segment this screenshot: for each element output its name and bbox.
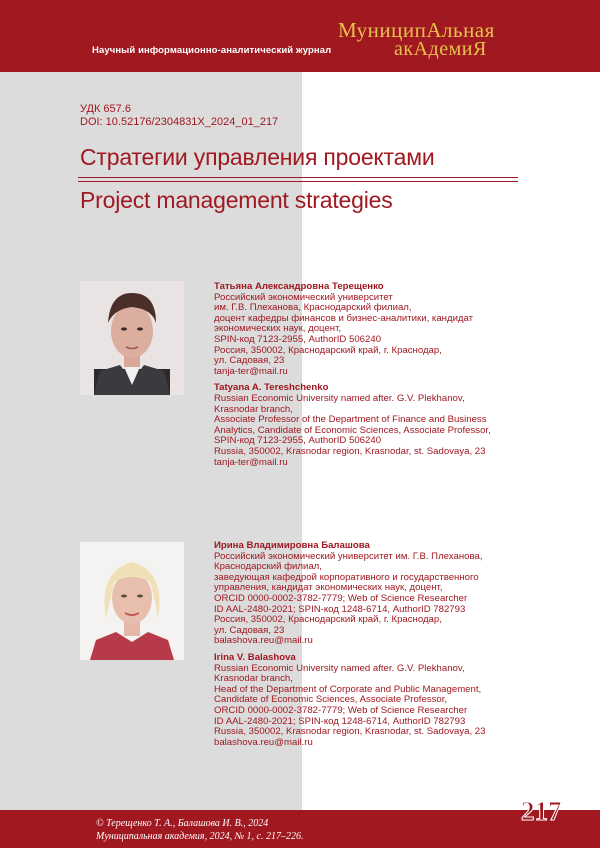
author-1-en-email[interactable]: tanja-ter@mail.ru [214,456,288,468]
udk-code: УДК 657.6 [80,103,131,115]
title-rule-1 [78,177,518,178]
author-1-email[interactable]: tanja-ter@mail.ru [214,365,288,377]
copyright: © Терещенко Т. А., Балашова И. В., 2024 [96,818,269,829]
author-1-en-line: Analytics, Candidate of Economic Sciences, Associate Professor, [214,424,491,436]
author-2-en-name: Irina V. Balashova [214,651,296,663]
author-1-ru-line: им. Г.В. Плеханова, Краснодарский филиал, [214,302,412,314]
author-2-email[interactable]: balashova.reu@mail.ru [214,635,313,647]
author-1-en-line: Russian Economic University named after. G.V. Plekhanov, [214,392,465,404]
author-1-en-line: Krasnodar branch, [214,403,293,415]
author-1-en-line: Russia, 350002, Krasnodar region, Krasnodar, st. Sadovaya, 23 [214,445,486,457]
author-2-ru-line: Россия, 350002, Краснодарский край, г. Краснодар, [214,614,442,626]
author-1-ru-name: Татьяна Александровна Терещенко [214,281,384,292]
journal-subtitle: Научный информационно-аналитический журнал [92,45,332,56]
author-2-en-line: Russia, 350002, Krasnodar region, Krasnodar, st. Sadovaya, 23 [214,726,486,738]
author-1-en-line: Associate Professor of the Department of Finance and Business [214,414,487,426]
header-bar [0,0,600,72]
author-2-en-email[interactable]: balashova.reu@mail.ru [214,736,313,748]
author-2-info [214,541,534,754]
author-2-en [214,653,534,748]
title-en: Project management strategies [80,187,393,213]
author-1-ru-line: экономических наук, доцент, [214,323,342,335]
author-1-photo [80,281,184,395]
title-ru: Стратегии управления проектами [80,144,435,170]
author-2-ru-line: ORCID 0000-0002-3782-7779; Web of Science Researcher [214,592,468,604]
author-2-en-line: Candidate of Economic Sciences, Associate Professor, [214,694,448,706]
author-2-ru-line: управления, кандидат экономических наук, доцент, [214,582,443,594]
author-2-en-line: Krasnodar branch, [214,673,293,685]
author-2-ru-line: заведующая кафедрой корпоративного и государственного [214,571,479,583]
author-1-en-line: SPIN-код 7123-2955, AuthorID 506240 [214,435,382,447]
author-1-ru-line: доцент кафедры финансов и бизнес-аналитики, кандидат [214,312,474,324]
author-2-ru-line: Краснодарский филиал, [214,561,322,573]
author-1-ru-line: Российский экономический университет [214,291,393,303]
author-1-ru-line: Россия, 350002, Краснодарский край, г. Краснодар, [214,344,442,356]
author-1-en-name: Tatyana A. Tereshchenko [214,382,329,394]
doi: DOI: 10.52176/2304831X_2024_01_217 [80,116,279,128]
author-2-ru-line: ID AAL-2480-2021; SPIN-код 1248-6714, AuthorID 782793 [214,603,466,615]
title-rule-2 [78,181,518,182]
page-number: 217 [521,796,562,826]
author-2-en-line: ID AAL-2480-2021; SPIN-код 1248-6714, AuthorID 782793 [214,715,466,727]
author-2-ru-name: Ирина Владимировна Балашова [214,540,370,551]
author-2-ru-line: ул. Садовая, 23 [214,624,285,636]
author-1-ru-line: ул. Садовая, 23 [214,355,285,367]
author-2-ru [214,541,534,647]
author-1-en [214,383,534,468]
author-1-ru [214,282,534,377]
citation: Муниципальная академия, 2024, № 1, с. 217–226. [96,831,304,842]
author-1-info [214,282,534,474]
logo-line-1: МуниципАльная [338,18,495,42]
journal-logo [338,18,538,60]
author-2-en-line: ORCID 0000-0002-3782-7779; Web of Science Researcher [214,704,468,716]
logo-line-2: акАдемиЯ [394,38,487,60]
author-2-en-line: Russian Economic University named after. G.V. Plekhanov, [214,662,465,674]
author-2-photo [80,542,184,660]
author-2-en-line: Head of the Department of Corporate and Public Management, [214,683,482,695]
author-1-ru-line: SPIN-код 7123-2955, AuthorID 506240 [214,333,382,345]
author-2-ru-line: Российский экономический университет им. Г.В. Плеханова, [214,550,483,562]
footer-bar [0,810,600,848]
